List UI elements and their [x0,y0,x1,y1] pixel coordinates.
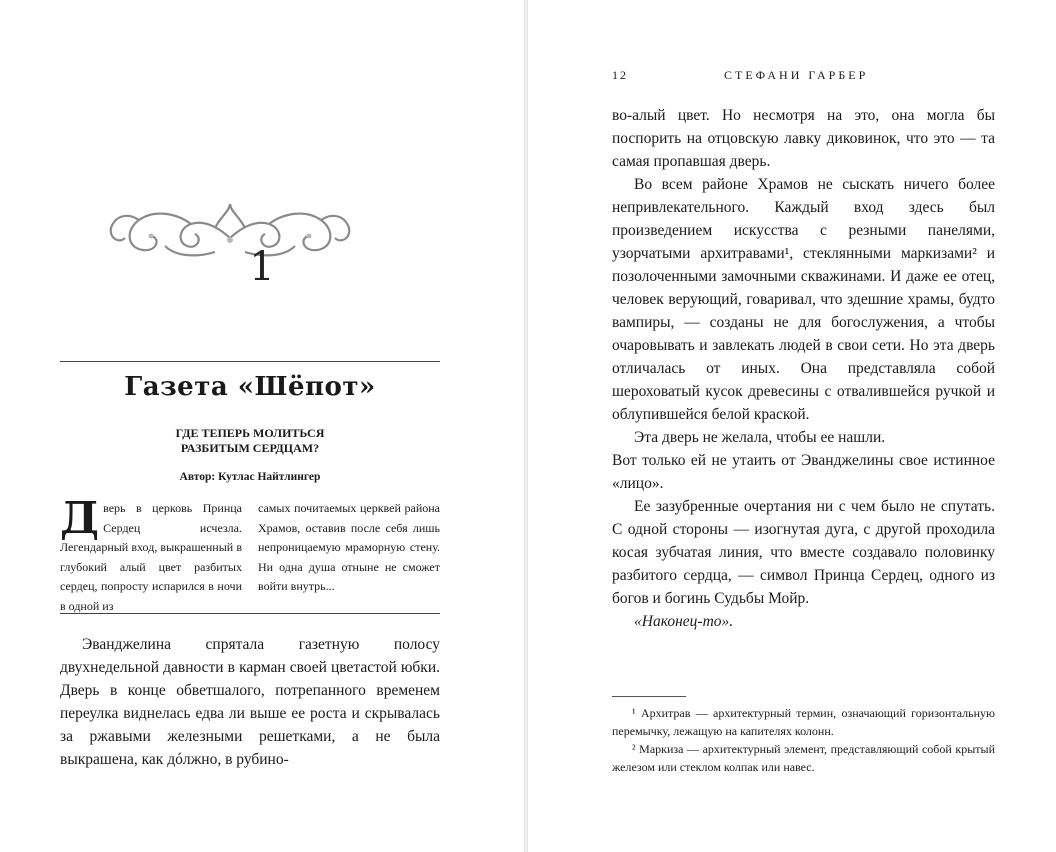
newspaper-column-1 [60,493,242,616]
left-page [0,0,524,852]
paragraph: Ее зазубренные очертания ни с чем было не спутать. С одной стороны — изогнутая дуга, с другой проходила косая зубчатая линия, что вместе создавало половинку разбитого сердца, — символ Принца Сердец, одного из богов и богинь Судьбы Мойр. [612,498,995,607]
paragraph: Эта дверь не желала, чтобы ее нашли. [634,429,886,446]
newspaper-headline [60,426,440,456]
chapter-number: 1 [249,244,275,290]
right-body-text [612,104,995,633]
footnote-1: ¹ Архитрав — архитектурный термин, означающий горизонтальную перемычку, лежащую на капителях колонн. [612,706,995,738]
newspaper-column-2: самых почитаемых церквей района Храмов, оставив после себя лишь непроницаемую мраморную стену. Ни одна душа отныне не сможет войти внутрь... [258,501,440,593]
drop-cap: Д [60,493,100,544]
left-body-text [60,633,440,771]
paragraph: Вот только ей не утаить от Эванджелины свое истинное «лицо». [612,452,995,492]
article-bottom-rule [60,613,440,614]
footnote-rule [612,696,686,697]
closing-italic-line: «Наконец-то». [634,613,734,630]
running-head: СТЕФАНИ ГАРБЕР [724,68,869,82]
masthead-top-rule [60,361,440,362]
left-body-paragraph: Эванджелина спрятала газетную полосу двухнедельной давности в карман своей цветастой юбки. Дверь в конце обветшалого, потрепанного временем переулка виднелась едва ли выше ее роста и скрывалась за ржавыми железными решетками, а не была выкрашена, как дóлжно, в рубино- [60,636,440,768]
headline-line-1: ГДЕ ТЕПЕРЬ МОЛИТЬСЯ [175,426,325,440]
page-number: 12 [612,68,628,82]
column-1-text: верь в церковь Принца Сердец исчезла. Легендарный вход, выкрашенный в глубокий алый цвет разбитых сердец, попросту испарился в ночи в одной из [60,501,242,613]
paragraph: Во всем районе Храмов не сыскать ничего более непривлекательного. Каждый вход здесь был произведением искусства с резными панелями, узорчатыми архитравами¹, стеклянными маркизами² и позолоченными замочными скважинами. И даже ее отец, человек верующий, говаривал, что здешние храмы, будто вампиры, — созданы не для богослужения, а чтобы очаровывать и завлекать людей в свои сети. Но эта дверь отличалась от иных. Она представляла собой шероховатый кусок древесины с отвалившейся ручкой и облупившейся белой краской. [612,176,995,423]
paragraph-continuation: во-алый цвет. Но несмотря на это, она могла бы поспорить на отцовскую лавку диковинок, что это — та самая пропавшая дверь. [612,107,995,170]
book-gutter [524,0,528,852]
footnotes [612,704,995,776]
newspaper-byline: Автор: Кутлас Найтлингер [179,471,321,483]
newspaper-masthead: Газета «Шёпот» [124,372,376,402]
headline-line-2: РАЗБИТЫМ СЕРДЦАМ? [180,441,320,455]
footnote-2: ² Маркиза — архитектурный элемент, представляющий собой крытый железом или стеклом колпак или навес. [612,742,995,774]
